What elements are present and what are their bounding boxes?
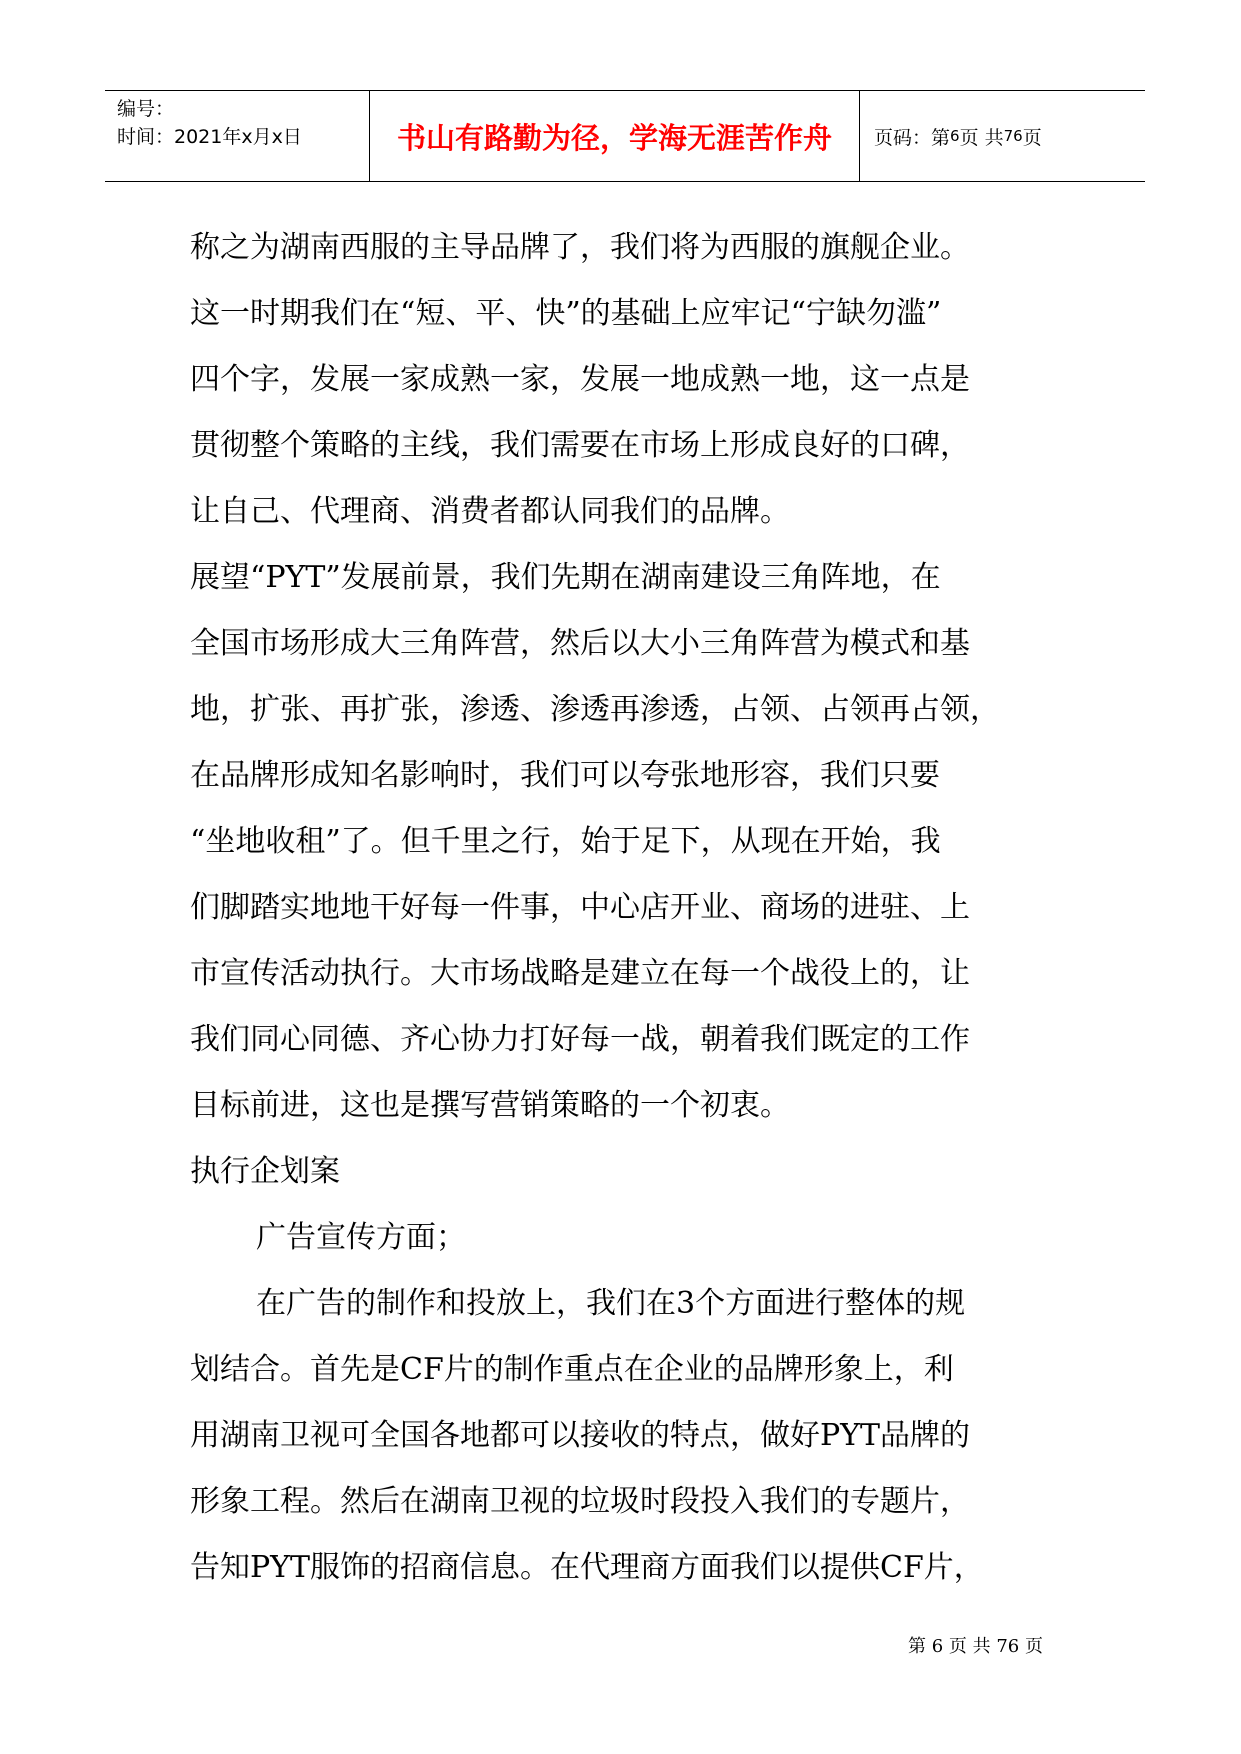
- header-motto: 书山有路勤为径，学海无涯苦作舟: [370, 91, 860, 181]
- body-line: 地，扩张、再扩张，渗透、渗透再渗透，占领、占领再占领，: [190, 692, 1000, 727]
- body-line: 在品牌形成知名影响时，我们可以夸张地形容，我们只要: [190, 758, 940, 793]
- subsection-heading: 广告宣传方面；: [256, 1220, 466, 1255]
- body-line: 全国市场形成大三角阵营，然后以大小三角阵营为模式和基: [190, 626, 970, 661]
- body-line: 用湖南卫视可全国各地都可以接收的特点，做好PYT品牌的: [190, 1418, 970, 1453]
- body-line: 目标前进，这也是撰写营销策略的一个初衷。: [190, 1088, 790, 1123]
- body-line: 在广告的制作和投放上，我们在3个方面进行整体的规: [256, 1286, 966, 1321]
- page-current: 6: [950, 127, 960, 145]
- document-number-label: 编号：: [117, 98, 175, 120]
- body-line: 形象工程。然后在湖南卫视的垃圾时段投入我们的专题片，: [190, 1484, 970, 1519]
- page-mid: 页 共: [959, 126, 1004, 149]
- body-line: 贯彻整个策略的主线，我们需要在市场上形成良好的口碑，: [190, 428, 970, 463]
- document-body: [190, 215, 1090, 1601]
- body-line: 称之为湖南西服的主导品牌了，我们将为西服的旗舰企业。: [190, 230, 970, 265]
- page-total: 76: [1003, 127, 1023, 145]
- page-prefix: 页码：第: [874, 126, 951, 149]
- document-header: [105, 90, 1145, 182]
- page-footer: 第 6 页 共 76 页: [908, 1636, 1043, 1657]
- section-heading: 执行企划案: [190, 1154, 340, 1189]
- body-line: 展望“PYT”发展前景，我们先期在湖南建设三角阵地，在: [190, 560, 941, 595]
- body-line: 市宣传活动执行。大市场战略是建立在每一个战役上的，让: [190, 956, 970, 991]
- header-meta: [105, 91, 370, 181]
- header-page-number: [860, 91, 1145, 181]
- body-line: 这一时期我们在“短、平、快”的基础上应牢记“宁缺勿滥”: [190, 296, 942, 331]
- body-line: 告知PYT服饰的招商信息。在代理商方面我们以提供CF片，: [190, 1550, 984, 1585]
- document-time: 时间：2021年x月x日: [117, 126, 302, 148]
- page-suffix: 页: [1022, 126, 1042, 149]
- body-line: 划结合。首先是CF片的制作重点在企业的品牌形象上，利: [190, 1352, 954, 1387]
- body-line: 们脚踏实地地干好每一件事，中心店开业、商场的进驻、上: [190, 890, 970, 925]
- body-line: “坐地收租”了。但千里之行，始于足下，从现在开始，我: [190, 824, 941, 859]
- body-line: 四个字，发展一家成熟一家，发展一地成熟一地，这一点是: [190, 362, 970, 397]
- body-line: 让自己、代理商、消费者都认同我们的品牌。: [190, 494, 790, 529]
- body-line: 我们同心同德、齐心协力打好每一战，朝着我们既定的工作: [190, 1022, 970, 1057]
